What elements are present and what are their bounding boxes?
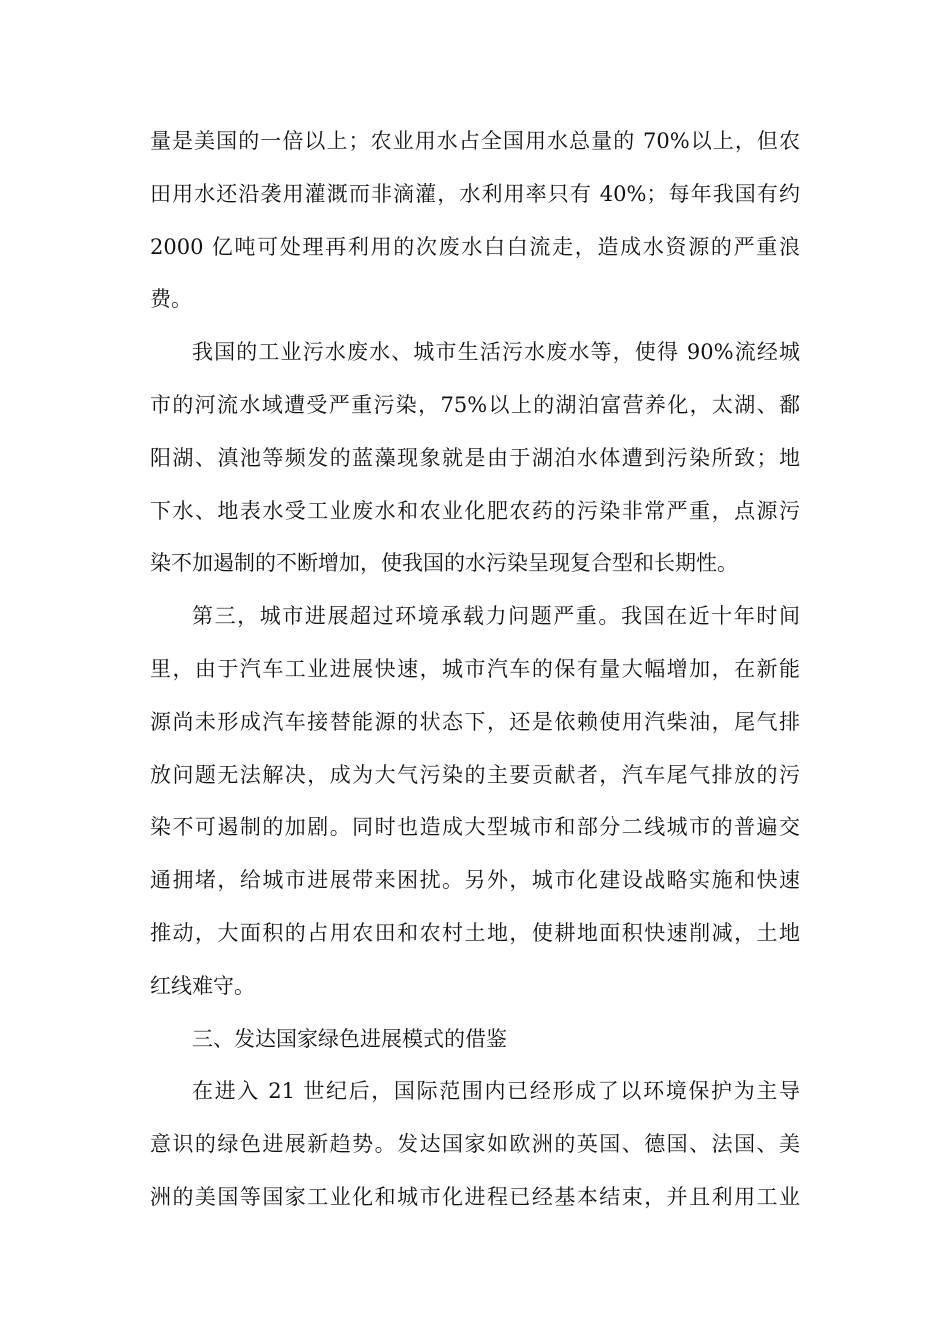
text-line: 费。	[150, 287, 192, 312]
text-line: 洲的美国等国家工业化和城市化进程已经基本结束，并且利用工业	[150, 1184, 800, 1209]
text-line: 田用水还沿袭用灌溉而非滴灌，水利用率只有 40%；每年我国有约	[150, 181, 800, 206]
text-line: 三、发达国家绿色进展模式的借鉴	[192, 1026, 507, 1051]
text-line: 下水、地表水受工业废水和农业化肥农药的污染非常严重，点源污	[150, 498, 800, 523]
text-line: 2000 亿吨可处理再利用的次废水白白流走，造成水资源的严重浪	[150, 234, 800, 259]
text-line: 里，由于汽车工业进展快速，城市汽车的保有量大幅增加，在新能	[150, 656, 800, 681]
text-line: 阳湖、滇池等频发的蓝藻现象就是由于湖泊水体遭到污染所致；地	[150, 445, 800, 470]
text-line: 推动，大面积的占用农田和农村土地，使耕地面积快速削减，土地	[150, 920, 800, 945]
text-line: 通拥堵，给城市进展带来困扰。另外，城市化建设战略实施和快速	[150, 868, 800, 893]
text-line: 源尚未形成汽车接替能源的状态下，还是依赖使用汽柴油，尾气排	[150, 709, 800, 734]
text-line: 放问题无法解决，成为大气污染的主要贡献者，汽车尾气排放的污	[150, 762, 800, 787]
text-line: 染不可遏制的加剧。同时也造成大型城市和部分二线城市的普遍交	[150, 815, 800, 840]
text-line: 红线难守。	[150, 973, 255, 998]
paragraph	[150, 115, 800, 326]
text-line: 在进入 21 世纪后，国际范围内已经形成了以环境保护为主导	[192, 1079, 800, 1104]
section-heading	[150, 1013, 800, 1066]
text-line: 意识的绿色进展新趋势。发达国家如欧洲的英国、德国、法国、美	[150, 1132, 800, 1157]
text-line: 我国的工业污水废水、城市生活污水废水等，使得 90%流经城	[192, 340, 800, 365]
paragraph	[150, 326, 800, 590]
text-line: 染不加遏制的不断增加，使我国的水污染呈现复合型和长期性。	[150, 551, 738, 576]
text-line: 量是美国的一倍以上；农业用水占全国用水总量的 70%以上，但农	[150, 129, 800, 153]
text-line: 第三，城市进展超过环境承载力问题严重。我国在近十年时间	[192, 604, 800, 629]
document-body	[150, 115, 800, 1224]
paragraph	[150, 1065, 800, 1223]
paragraph	[150, 590, 800, 1012]
text-line: 市的河流水域遭受严重污染，75%以上的湖泊富营养化，太湖、鄱	[150, 392, 800, 417]
